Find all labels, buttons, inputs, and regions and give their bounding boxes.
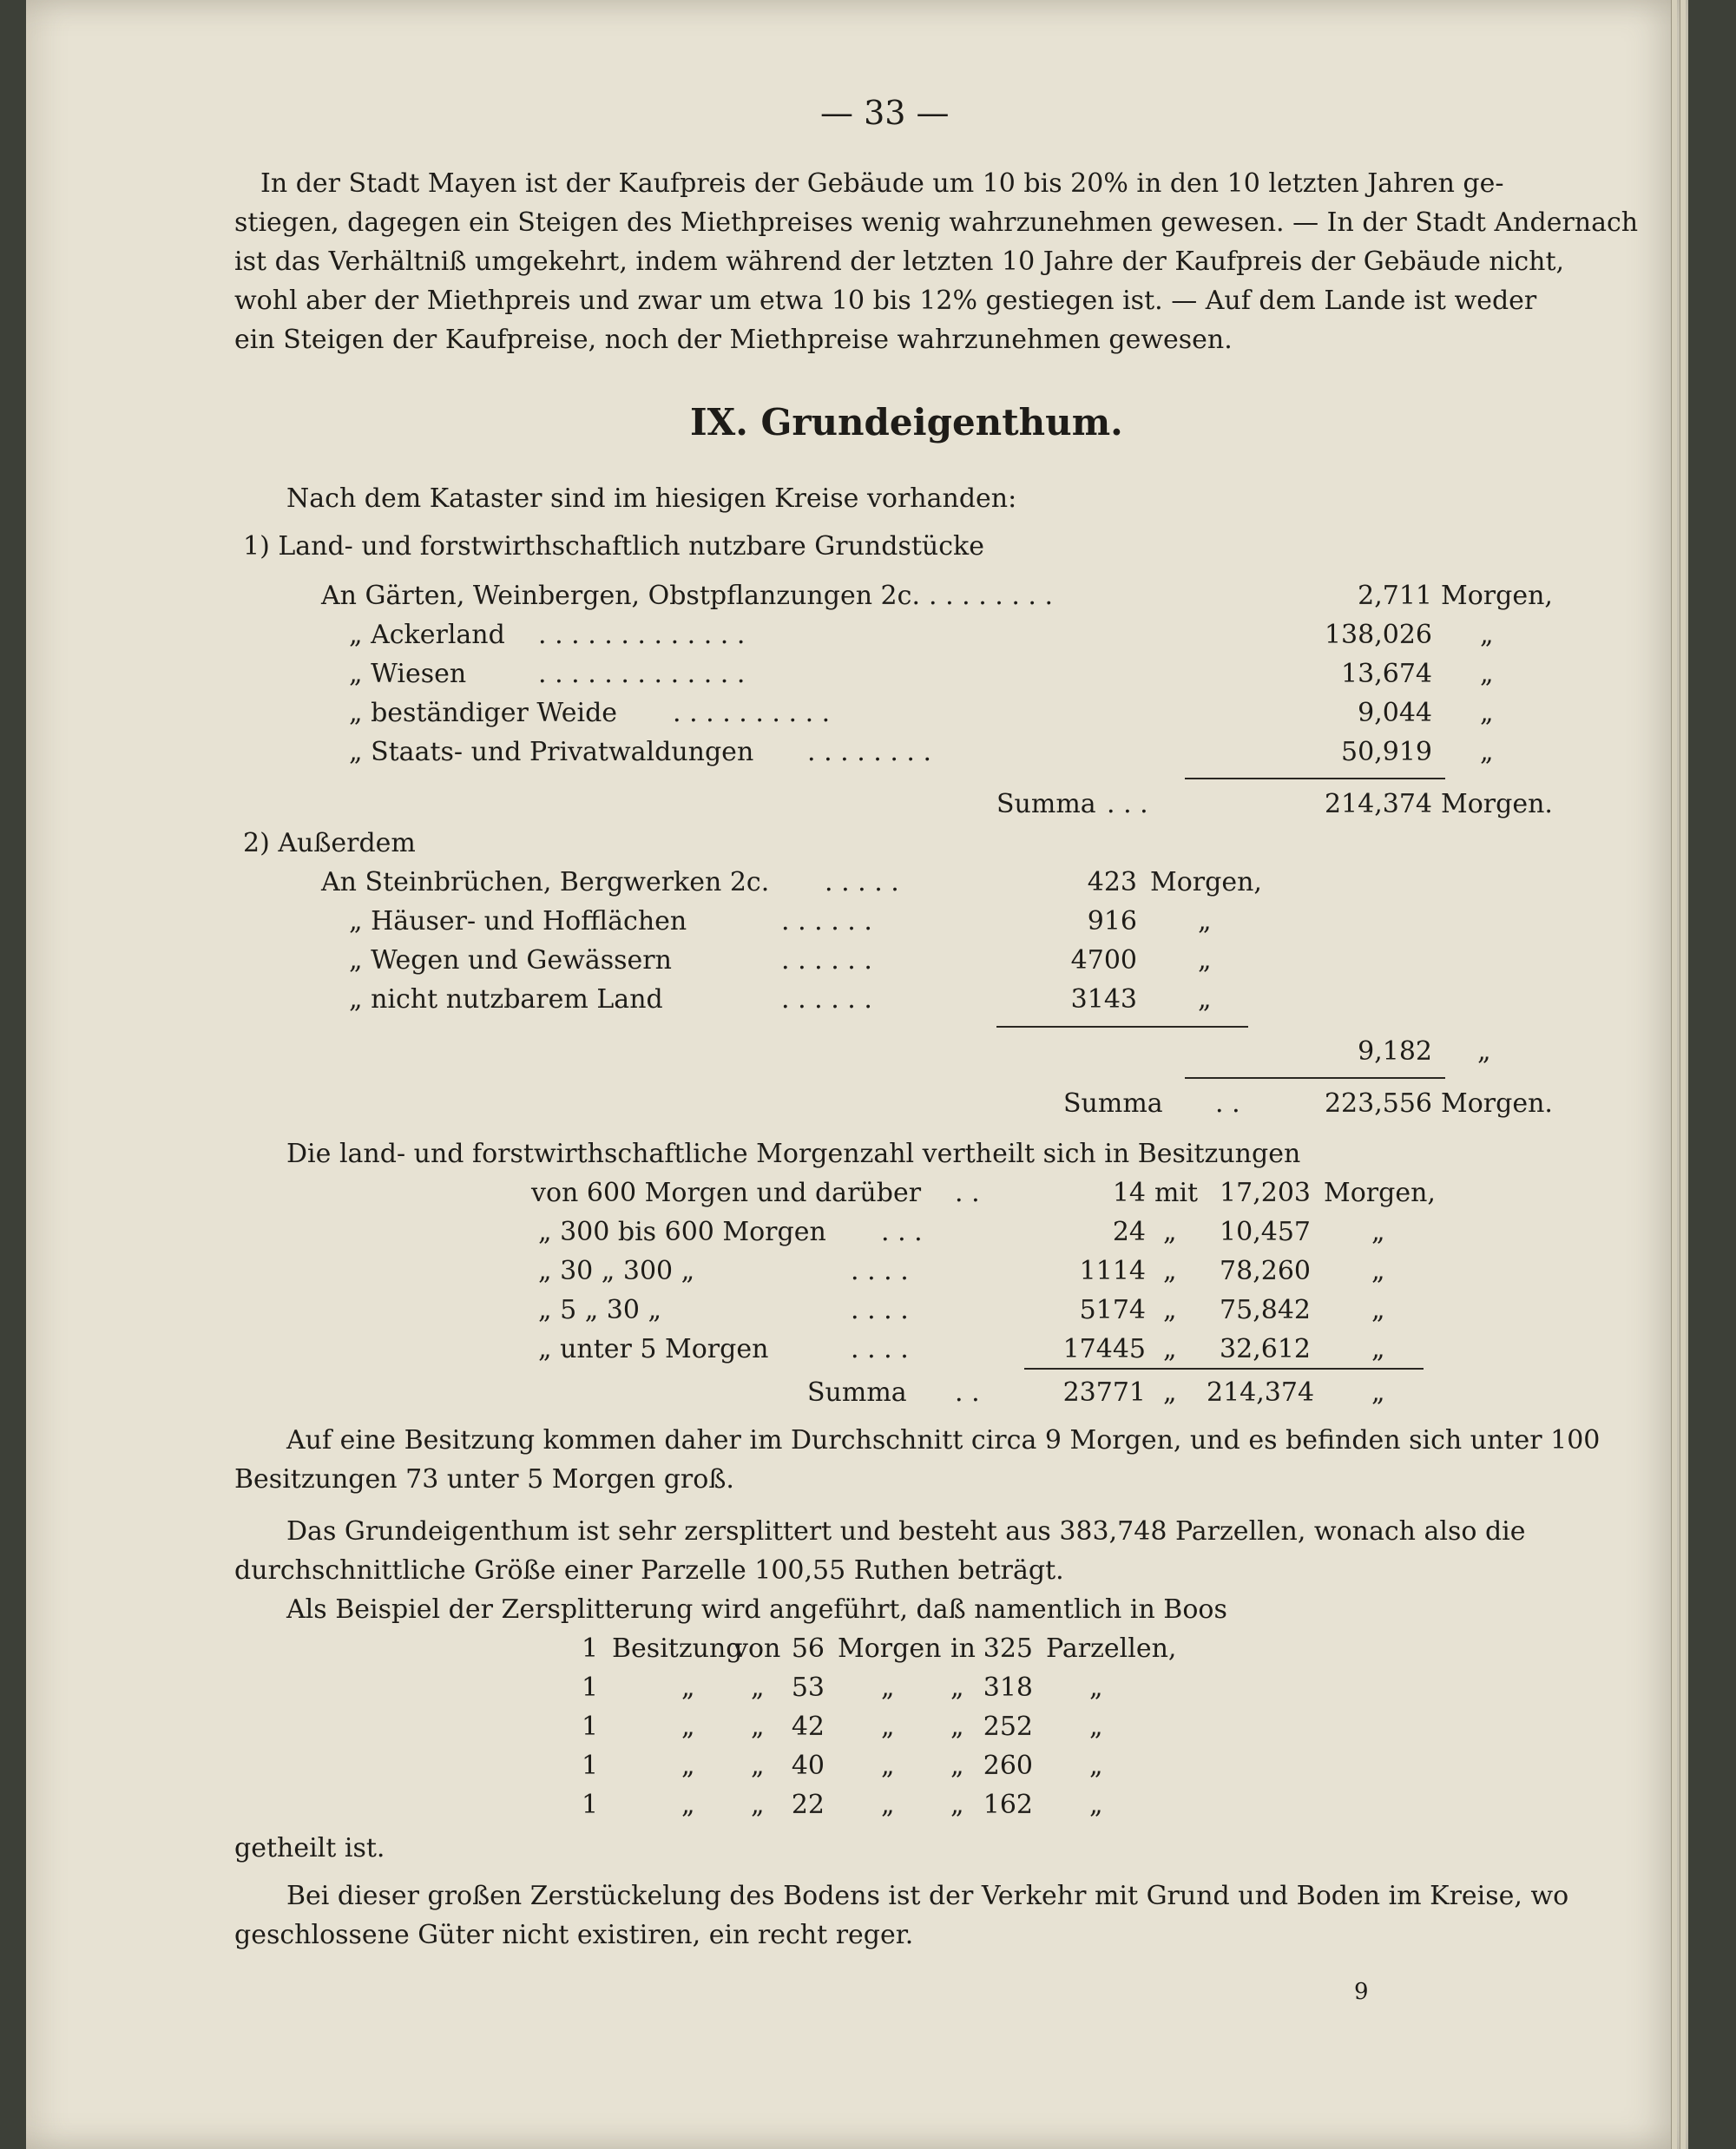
other-row-label: An Steinbrüchen, Bergwerken 2c. — [321, 867, 770, 897]
dist-row-unit: Morgen, — [1324, 1178, 1436, 1208]
page-edge — [1671, 0, 1677, 2149]
example-b: „ — [751, 1712, 765, 1742]
leader-dots: . . . . . . . . — [807, 737, 932, 767]
land-row-value: 2,711 — [1358, 581, 1432, 611]
example-n: 1 — [582, 1633, 599, 1664]
sum-value: 223,556 — [1324, 1088, 1432, 1119]
example-parz: 252 — [983, 1712, 1033, 1742]
dist-row-mit: mit — [1154, 1178, 1199, 1208]
example-d: „ — [950, 1790, 964, 1820]
example-d: „ — [950, 1751, 964, 1781]
example-e: „ — [1089, 1712, 1103, 1742]
dist-row-area: 32,612 — [1220, 1334, 1311, 1364]
book-page — [26, 0, 1688, 2149]
signature-mark: 9 — [1354, 1979, 1369, 2005]
dist-row-unit: „ — [1371, 1256, 1385, 1286]
dist-row-mit: „ — [1163, 1256, 1177, 1286]
dist-row-count: 1114 — [1079, 1256, 1146, 1286]
dist-row-mit: „ — [1163, 1295, 1177, 1325]
leader-dots: . . . . — [851, 1256, 909, 1286]
example-parz: 162 — [983, 1790, 1033, 1820]
sum-label: Summa — [996, 789, 1096, 819]
land-row-value: 9,044 — [1358, 698, 1432, 728]
dist-row-count: 14 — [1112, 1178, 1146, 1208]
leader-dots: . . . — [1107, 789, 1148, 819]
example-parz: 325 — [983, 1633, 1033, 1664]
land-row-label: „ beständiger Weide — [349, 698, 618, 728]
example-d: „ — [950, 1712, 964, 1742]
example-morgen: 22 — [791, 1790, 825, 1820]
sum-unit: Morgen. — [1441, 1088, 1553, 1119]
land-row-value: 50,919 — [1341, 737, 1432, 767]
dist-row-label: „ 5 „ 30 „ — [538, 1295, 662, 1325]
land-row-unit: „ — [1480, 620, 1494, 650]
leader-dots: . . . — [881, 1217, 923, 1247]
distribution-lead: Die land- und forstwirthschaftliche Morgenzahl vertheilt sich in Besitzungen — [286, 1139, 1301, 1169]
example-c: „ — [881, 1751, 895, 1781]
intro-line: wohl aber der Miethpreis und zwar um etwa 10 bis 12% gestiegen ist. — Auf dem Lande ist weder — [234, 286, 1537, 316]
example-n: 1 — [582, 1712, 599, 1742]
land-row-label: „ Wiesen — [349, 659, 467, 689]
sum-rule — [1185, 778, 1445, 779]
other-row-unit: „ — [1198, 984, 1212, 1015]
dist-row-area: 75,842 — [1220, 1295, 1311, 1325]
other-row-value: 423 — [1087, 867, 1137, 897]
other-row-value: 916 — [1087, 906, 1137, 936]
example-d: in — [950, 1633, 976, 1664]
sum-unit: Morgen. — [1441, 789, 1553, 819]
land-row-unit: „ — [1480, 698, 1494, 728]
part2-label: 2) Außerdem — [243, 828, 416, 858]
leader-dots: . . — [955, 1377, 980, 1408]
example-n: 1 — [582, 1790, 599, 1820]
other-row-unit: Morgen, — [1150, 867, 1262, 897]
intro-line: ist das Verhältniß umgekehrt, indem während der letzten 10 Jahre der Kaufpreis der Gebäude nicht, — [234, 246, 1565, 277]
leader-dots: . . . . . . . . . . — [673, 698, 831, 728]
dist-row-count: 5174 — [1079, 1295, 1146, 1325]
leader-dots: . . . . — [851, 1334, 909, 1364]
example-e: „ — [1089, 1751, 1103, 1781]
other-row-label: „ Wegen und Gewässern — [349, 945, 672, 976]
subtotal-unit: „ — [1477, 1036, 1491, 1067]
example-e: „ — [1089, 1790, 1103, 1820]
example-a: Besitzung — [612, 1633, 743, 1664]
sum-unit: „ — [1371, 1377, 1385, 1408]
example-morgen: 42 — [791, 1712, 825, 1742]
dist-row-unit: „ — [1371, 1334, 1385, 1364]
intro-line: In der Stadt Mayen ist der Kaufpreis der Gebäude um 10 bis 20% in den 10 letzten Jahren ge- — [260, 168, 1504, 199]
example-a: „ — [681, 1673, 695, 1703]
other-row-label: „ nicht nutzbarem Land — [349, 984, 663, 1015]
land-row-label: „ Staats- und Privatwaldungen — [349, 737, 754, 767]
other-row-label: „ Häuser- und Hofflächen — [349, 906, 687, 936]
leader-dots: . . . . . . — [781, 906, 872, 936]
intro-line: stiegen, dagegen ein Steigen des Miethpreises wenig wahrzunehmen gewesen. — In der Stadt Andernach — [234, 207, 1639, 238]
page-edge — [1680, 0, 1686, 2149]
parcels-line: Das Grundeigenthum ist sehr zersplittert und besteht aus 383,748 Parzellen, wonach also die — [286, 1516, 1526, 1547]
land-row-label: An Gärten, Weinbergen, Obstpflanzungen 2c. — [321, 581, 920, 611]
land-row-unit: Morgen, — [1441, 581, 1553, 611]
final-line: geschlossene Güter nicht existiren, ein recht reger. — [234, 1920, 914, 1950]
leader-dots: . . — [1215, 1088, 1240, 1119]
parcels-line: durchschnittliche Größe einer Parzelle 100,55 Ruthen beträgt. — [234, 1555, 1064, 1586]
average-line: Auf eine Besitzung kommen daher im Durchschnitt circa 9 Morgen, und es befinden sich unter 100 — [286, 1425, 1601, 1456]
subtotal-value: 9,182 — [1358, 1036, 1432, 1067]
example-parz: 260 — [983, 1751, 1033, 1781]
dist-row-label: „ 30 „ 300 „ — [538, 1256, 695, 1286]
leader-dots: . . . . . — [825, 867, 899, 897]
leader-dots: . . — [955, 1178, 980, 1208]
page-number: — 33 — — [820, 94, 950, 132]
land-row-unit: „ — [1480, 659, 1494, 689]
dist-row-unit: „ — [1371, 1295, 1385, 1325]
sum-value: 214,374 — [1324, 789, 1432, 819]
dist-row-mit: „ — [1163, 1217, 1177, 1247]
other-row-unit: „ — [1198, 945, 1212, 976]
dist-row-unit: „ — [1371, 1217, 1385, 1247]
example-morgen: 40 — [791, 1751, 825, 1781]
average-line: Besitzungen 73 unter 5 Morgen groß. — [234, 1464, 734, 1495]
dist-row-label: von 600 Morgen und darüber — [531, 1178, 922, 1208]
subtotal-rule — [996, 1026, 1248, 1028]
example-b: „ — [751, 1790, 765, 1820]
section-heading: IX. Grundeigenthum. — [690, 401, 1123, 444]
example-d: „ — [950, 1673, 964, 1703]
example-tail: getheilt ist. — [234, 1833, 385, 1863]
example-c: „ — [881, 1712, 895, 1742]
land-row-label: „ Ackerland — [349, 620, 505, 650]
dist-row-count: 17445 — [1062, 1334, 1146, 1364]
example-lead: Als Beispiel der Zersplitterung wird angeführt, daß namentlich in Boos — [286, 1594, 1227, 1625]
example-b: „ — [751, 1673, 765, 1703]
final-line: Bei dieser großen Zerstückelung des Bodens ist der Verkehr mit Grund und Boden im Kreise, wo — [286, 1881, 1569, 1911]
sum-rule — [1185, 1077, 1445, 1079]
example-morgen: 53 — [791, 1673, 825, 1703]
example-a: „ — [681, 1751, 695, 1781]
sum-label: Summa — [1063, 1088, 1163, 1119]
other-row-value: 4700 — [1070, 945, 1137, 976]
intro-line: ein Steigen der Kaufpreise, noch der Miethpreise wahrzunehmen gewesen. — [234, 325, 1233, 355]
leader-dots: . . . . . . . . . . . . . — [538, 659, 746, 689]
example-b: von — [733, 1633, 781, 1664]
leader-dots: . . . . . . — [781, 945, 872, 976]
example-parz: 318 — [983, 1673, 1033, 1703]
example-n: 1 — [582, 1751, 599, 1781]
example-e: Parzellen, — [1046, 1633, 1177, 1664]
example-c: „ — [881, 1673, 895, 1703]
sum-rule — [1024, 1368, 1424, 1370]
dist-row-area: 10,457 — [1220, 1217, 1311, 1247]
example-e: „ — [1089, 1673, 1103, 1703]
other-row-value: 3143 — [1070, 984, 1137, 1015]
leader-dots: . . . . — [851, 1295, 909, 1325]
sum-mit: „ — [1163, 1377, 1177, 1408]
sum-count: 23771 — [1062, 1377, 1146, 1408]
land-row-value: 138,026 — [1324, 620, 1432, 650]
example-b: „ — [751, 1751, 765, 1781]
example-n: 1 — [582, 1673, 599, 1703]
dist-row-area: 78,260 — [1220, 1256, 1311, 1286]
dist-row-count: 24 — [1112, 1217, 1146, 1247]
leader-dots: . . . . . . . . — [929, 581, 1054, 611]
dist-row-label: „ unter 5 Morgen — [538, 1334, 769, 1364]
sum-label: Summa — [807, 1377, 907, 1408]
other-row-unit: „ — [1198, 906, 1212, 936]
leader-dots: . . . . . . . . . . . . . — [538, 620, 746, 650]
dist-row-label: „ 300 bis 600 Morgen — [538, 1217, 826, 1247]
dist-row-area: 17,203 — [1220, 1178, 1311, 1208]
section-lead: Nach dem Kataster sind im hiesigen Kreise vorhanden: — [286, 483, 1017, 514]
example-c: Morgen — [838, 1633, 942, 1664]
sum-area: 214,374 — [1207, 1377, 1315, 1408]
land-row-value: 13,674 — [1341, 659, 1432, 689]
land-row-unit: „ — [1480, 737, 1494, 767]
example-c: „ — [881, 1790, 895, 1820]
part1-label: 1) Land- und forstwirthschaftlich nutzbare Grundstücke — [243, 531, 984, 562]
example-a: „ — [681, 1712, 695, 1742]
example-morgen: 56 — [791, 1633, 825, 1664]
example-a: „ — [681, 1790, 695, 1820]
dist-row-mit: „ — [1163, 1334, 1177, 1364]
leader-dots: . . . . . . — [781, 984, 872, 1015]
